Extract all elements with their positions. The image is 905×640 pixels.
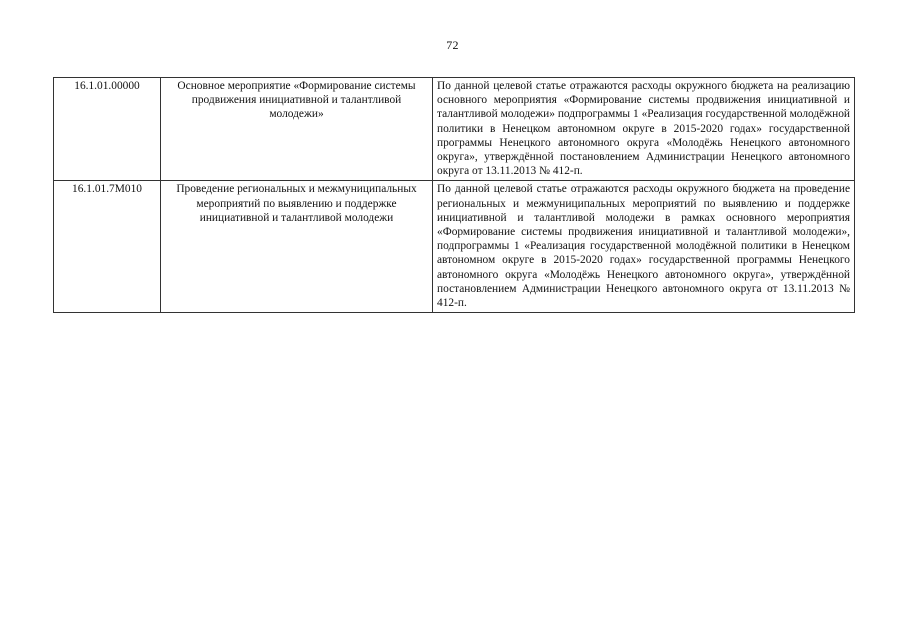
target-article-name: Основное мероприятие «Формирование системы продвижения инициативной и талантливой молодежи» xyxy=(161,78,433,181)
target-article-code: 16.1.01.00000 xyxy=(54,78,161,181)
table-row xyxy=(54,181,855,313)
target-article-name: Проведение региональных и межмуниципальных мероприятий по выявлению и поддержке инициативной и талантливой молодежи xyxy=(161,181,433,313)
target-article-description: По данной целевой статье отражаются расходы окружного бюджета на проведение региональных и межмуниципальных мероприятий по выявлению и поддержке инициативной и талантливой молодежи в рамках основного мероприятия «Формирование системы продвижения инициативной и талантливой молодежи», подпрограммы 1 «Реализация государственной молодёжной политики в Ненецком автономном округе в 2015-2020 годах» государственной программы Ненецкого автономного округа «Молодёжь Ненецкого автономного округа», утверждённой постановлением Администрации Ненецкого автономного округа от 13.11.2013 № 412-п. xyxy=(433,181,855,313)
page-number: 72 xyxy=(446,38,459,52)
target-article-description: По данной целевой статье отражаются расходы окружного бюджета на реализацию основного мероприятия «Формирование системы продвижения инициативной и талантливой молодежи» подпрограммы 1 «Реализация государственной молодёжной политики в Ненецком автономном округе в 2015-2020 годах» государственной программы Ненецкого автономного округа «Молодёжь Ненецкого автономного округа», утверждённой постановлением Администрации Ненецкого автономного округа от 13.11.2013 № 412-п. xyxy=(433,78,855,181)
table-row xyxy=(54,78,855,181)
budget-classification-table xyxy=(53,77,855,313)
target-article-code: 16.1.01.7М010 xyxy=(54,181,161,313)
